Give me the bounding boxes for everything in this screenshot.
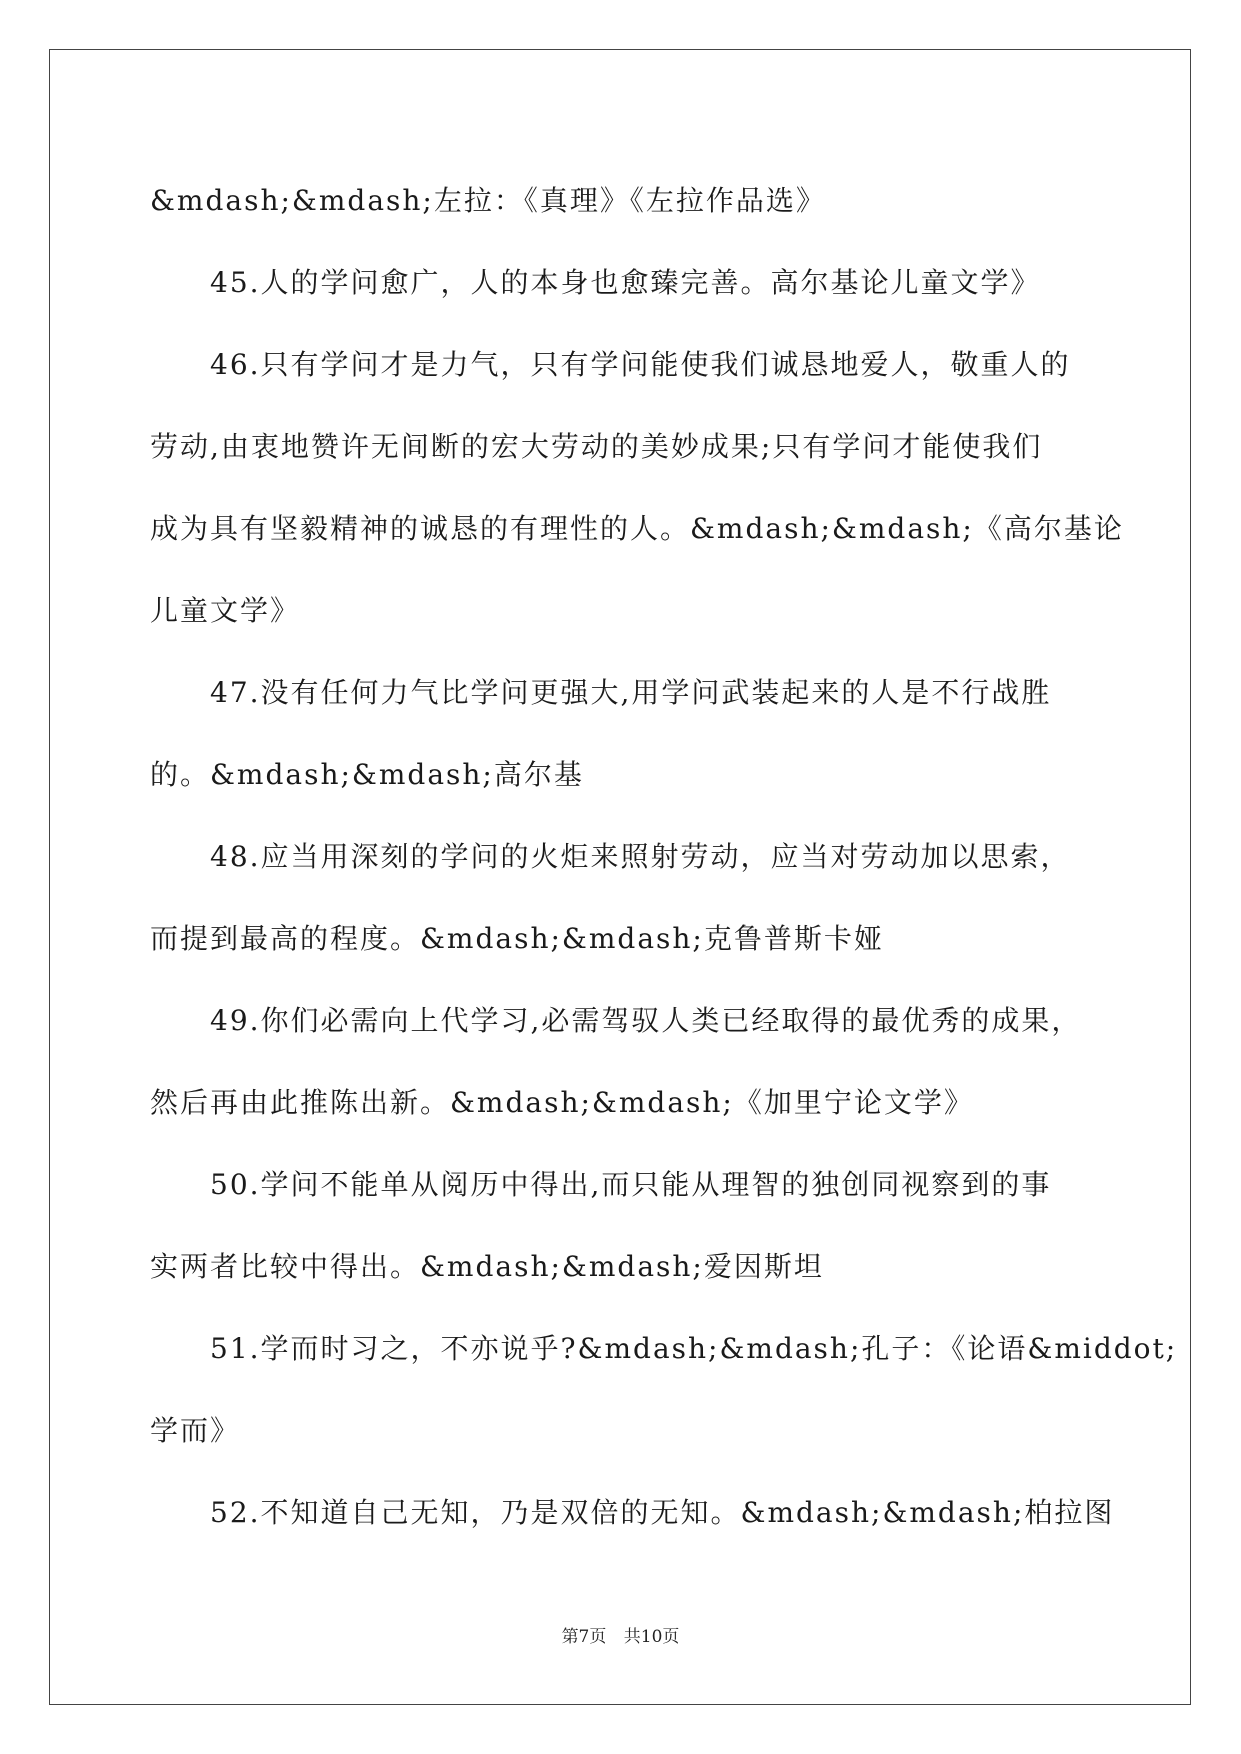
text-line: 46.只有学问才是力气，只有学问能使我们诚恳地爱人，敬重人的 [210,348,1071,381]
page-total: 共10页 [623,1627,680,1647]
text-line: 49.你们必需向上代学习,必需驾驭人类已经取得的最优秀的成果， [210,1004,1082,1037]
text-line: 而提到最高的程度。&mdash;&mdash;克鲁普斯卡娅 [150,922,884,955]
text-line: 51.学而时习之，不亦说乎?&mdash;&mdash;孔子：《论语&middot; [210,1332,1178,1365]
document-body [150,160,1178,1554]
text-line: 劳动,由衷地赞许无间断的宏大劳动的美妙成果;只有学问才能使我们 [150,430,1043,463]
text-line: 学而》 [150,1414,241,1447]
text-line: 52.不知道自己无知，乃是双倍的无知。&mdash;&mdash;柏拉图 [210,1496,1115,1529]
text-line: 48.应当用深刻的学问的火炬来照射劳动，应当对劳动加以思索， [210,840,1071,873]
text-line: 45.人的学问愈广，人的本身也愈臻完善。高尔基论儿童文学》 [210,266,1041,299]
text-line: 然后再由此推陈出新。&mdash;&mdash;《加里宁论文学》 [150,1086,974,1119]
text-line: 的。&mdash;&mdash;高尔基 [150,758,584,791]
text-line: 47.没有任何力气比学问更强大,用学问武装起来的人是不行战胜 [210,676,1052,709]
text-line: 50.学问不能单从阅历中得出,而只能从理智的独创同视察到的事 [210,1168,1052,1201]
text-line: 实两者比较中得出。&mdash;&mdash;爱因斯坦 [150,1250,824,1283]
page-number: 第7页 [561,1627,607,1647]
page-footer [0,1622,1241,1647]
text-line: 成为具有坚毅精神的诚恳的有理性的人。&mdash;&mdash;《高尔基论 [150,512,1124,545]
text-line: &mdash;&mdash;左拉：《真理》《左拉作品选》 [150,184,826,217]
text-line: 儿童文学》 [150,594,301,627]
